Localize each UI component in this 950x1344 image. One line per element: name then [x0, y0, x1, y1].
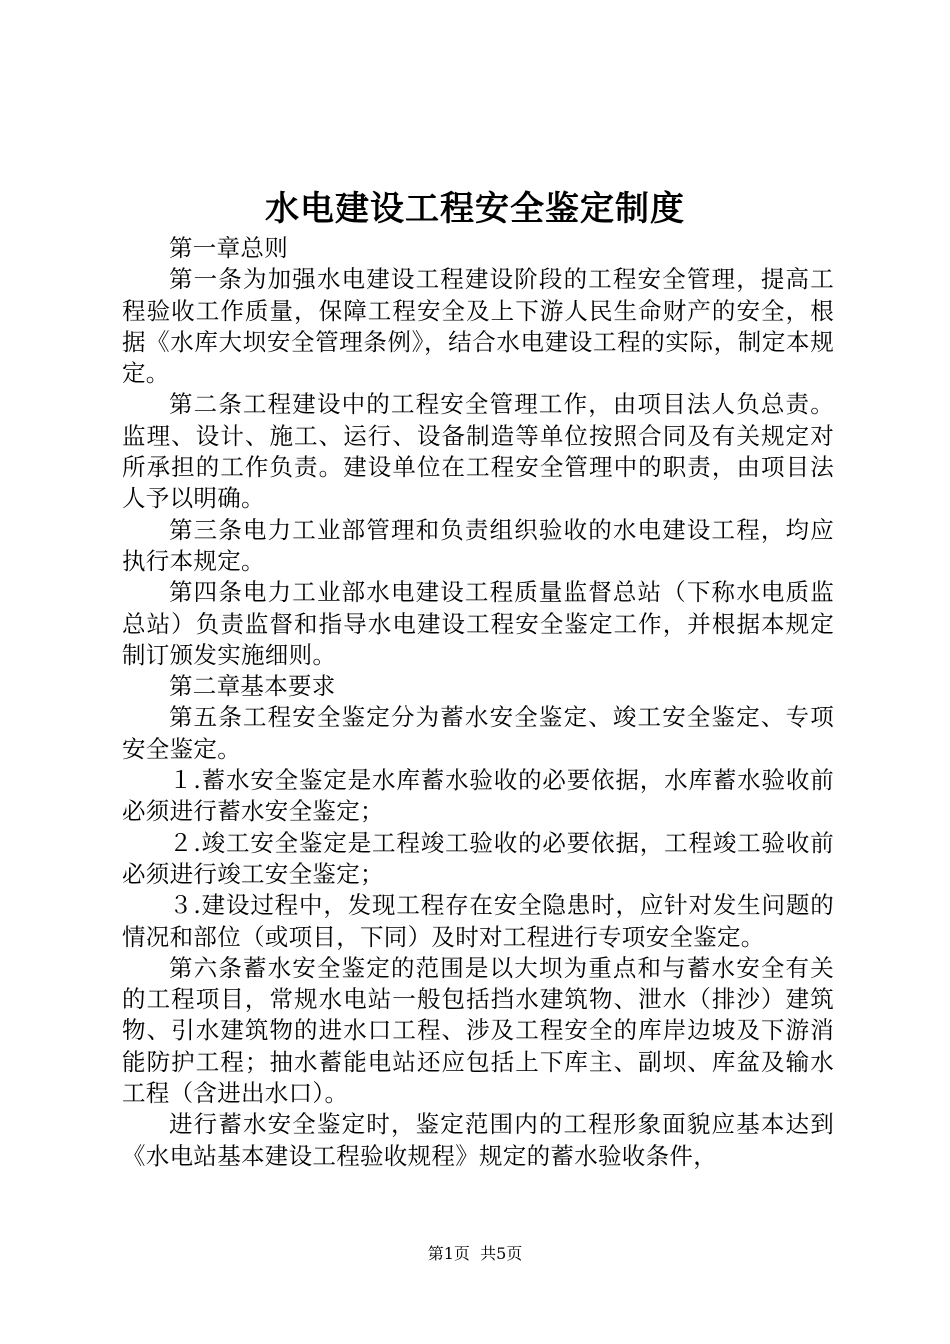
- paragraph: 第四条电力工业部水电建设工程质量监督总站（下称水电质监总站）负责监督和指导水电建设工程安全鉴定工作，并根据本规定制订颁发实施细则。: [122, 578, 834, 669]
- paragraph: 第五条工程安全鉴定分为蓄水安全鉴定、竣工安全鉴定、专项安全鉴定。: [122, 703, 834, 763]
- document-body: [122, 233, 834, 1172]
- list-item: ３.建设过程中，发现工程存在安全隐患时，应针对发生问题的情况和部位（或项目，下同）及时对工程进行专项安全鉴定。: [122, 891, 834, 951]
- chapter-heading: 第一章总则: [169, 234, 288, 262]
- page-footer: [0, 1243, 950, 1265]
- list-item: １.蓄水安全鉴定是水库蓄水验收的必要依据，水库蓄水验收前必须进行蓄水安全鉴定；: [122, 766, 834, 826]
- paragraph: 第六条蓄水安全鉴定的范围是以大坝为重点和与蓄水安全有关的工程项目，常规水电站一般包括挡水建筑物、泄水（排沙）建筑物、引水建筑物的进水口工程、涉及工程安全的库岸边坡及下游消能防护工程；抽水蓄能电站还应包括上下库主、副坝、库盆及输水工程（含进出水口）。: [122, 953, 834, 1108]
- list-item: ２.竣工安全鉴定是工程竣工验收的必要依据，工程竣工验收前必须进行竣工安全鉴定；: [122, 828, 834, 888]
- chapter-heading: 第二章基本要求: [169, 672, 336, 701]
- paragraph: 第二条工程建设中的工程安全管理工作，由项目法人负总责。监理、设计、施工、运行、设备制造等单位按照合同及有关规定对所承担的工作负责。建设单位在工程安全管理中的职责，由项目法人予以明确。: [122, 390, 834, 513]
- paragraph: 第三条电力工业部管理和负责组织验收的水电建设工程，均应执行本规定。: [122, 515, 834, 575]
- document-title: 水电建设工程安全鉴定制度: [265, 189, 685, 229]
- paragraph: 第一条为加强水电建设工程建设阶段的工程安全管理，提高工程验收工作质量，保障工程安全及上下游人民生命财产的安全，根据《水库大坝安全管理条例》，结合水电建设工程的实际，制定本规定。: [122, 265, 834, 388]
- paragraph: 进行蓄水安全鉴定时，鉴定范围内的工程形象面貌应基本达到《水电站基本建设工程验收规程》规定的蓄水验收条件，: [122, 1110, 834, 1170]
- page-number: 第1页 共5页: [427, 1244, 523, 1263]
